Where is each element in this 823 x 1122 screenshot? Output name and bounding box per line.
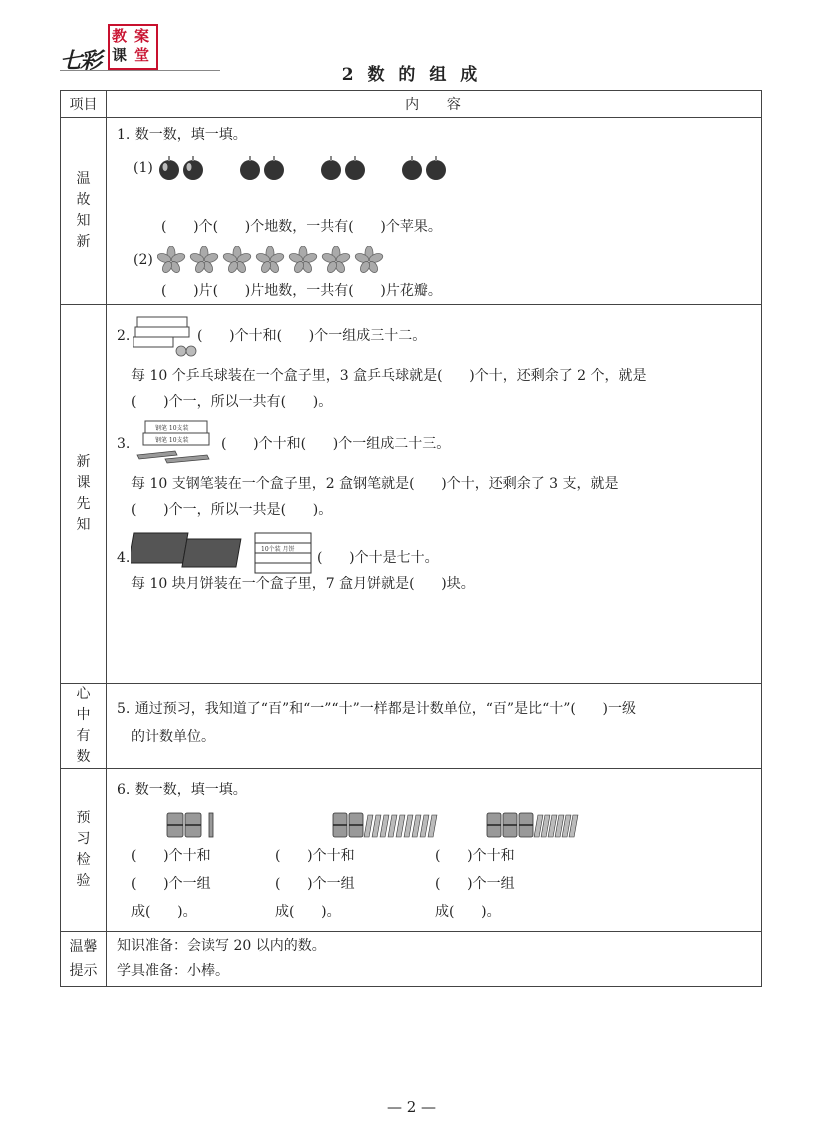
pen-box-label: 钢笔 10支装 (155, 425, 189, 432)
q4-text: ( )个十是七十。 (317, 550, 439, 566)
table-header-row (61, 91, 762, 118)
g1-line3: 成( )。 (131, 904, 197, 920)
q4-num: 4. (117, 550, 131, 566)
header-col-content: 内 容 (107, 91, 762, 118)
ping-pong-box-icon (133, 313, 197, 359)
q3-text: ( )个十和( )个一组成二十三。 (221, 436, 451, 452)
apple-icon (400, 154, 450, 182)
q1-1-prefix: (1) (133, 160, 153, 176)
logo-char: 堂 (134, 46, 150, 64)
stick-bundle-icon (485, 809, 581, 841)
section-review-content (107, 118, 762, 305)
q5-line1: 5. 通过预习，我知道了“百”和“一”“十”一样都是计数单位，“百”是比“十”( )一级 (117, 701, 637, 717)
q1-2-prefix: (2) (133, 252, 153, 268)
q1-1-text: ( )个( )个地数，一共有( )个苹果。 (161, 219, 442, 235)
section-tips (61, 932, 762, 987)
pen-box-label: 钢笔 10支装 (155, 437, 189, 444)
page-number: — 2 — (386, 1098, 437, 1116)
g3-line1: ( )个十和 (435, 848, 515, 864)
q2-num: 2. (117, 328, 131, 344)
q5-line2: 的计数单位。 (131, 729, 215, 745)
logo-char: 教 (112, 27, 128, 45)
section-label: 温故知新 (76, 171, 91, 250)
q3-line1: 每 10 支钢笔装在一个盒子里，2 盒钢笔就是( )个十，还剩余了 3 支，就是 (131, 476, 619, 492)
g2-line1: ( )个十和 (275, 848, 355, 864)
section-check (61, 769, 762, 932)
apple-icon (238, 154, 288, 182)
page-title: 2 数 的 组 成 (341, 65, 482, 85)
tips-line2: 学具准备：小棒。 (117, 963, 229, 979)
section-label: 预习检验 (76, 810, 91, 889)
apple-icon (319, 154, 369, 182)
logo-brand: 七彩 (60, 48, 101, 74)
section-review (61, 118, 762, 305)
q1-1-row (133, 154, 450, 182)
logo-char: 案 (134, 27, 150, 45)
cake-box-label: 10个装 月饼 (261, 546, 295, 553)
section-preview-content (107, 305, 762, 684)
g1-line1: ( )个十和 (131, 848, 211, 864)
section-label: 新课先知 (76, 454, 91, 533)
q2-line2: ( )个一，所以一共有( )。 (131, 394, 333, 410)
stick-bundle-icon (165, 809, 225, 841)
mooncake-box-icon (131, 527, 331, 577)
flower-icon (157, 246, 387, 274)
q1-2-row (133, 246, 387, 274)
section-check-content (107, 769, 762, 932)
header-col-item: 项目 (61, 91, 107, 118)
stick-bundle-icon (331, 809, 441, 841)
q2-text: ( )个十和( )个一组成三十二。 (197, 328, 427, 344)
q3-num: 3. (117, 436, 131, 452)
g3-line2: ( )个一组 (435, 876, 515, 892)
logo-char: 课 (112, 46, 128, 64)
q1-title: 1. 数一数，填一填。 (117, 127, 247, 143)
q4-line1: 每 10 块月饼装在一个盒子里，7 盒月饼就是( )块。 (131, 576, 475, 592)
q2-line1: 每 10 个乒乓球装在一个盒子里，3 盒乒乓球就是( )个十，还剩余了 2 个，就是 (131, 368, 647, 384)
section-label: 心中有数 (76, 686, 91, 765)
g2-line2: ( )个一组 (275, 876, 355, 892)
section-preview (61, 305, 762, 684)
tips-line1: 知识准备：会读写 20 以内的数。 (117, 938, 326, 954)
worksheet-table (60, 90, 762, 987)
apple-icon (157, 154, 207, 182)
g1-line2: ( )个一组 (131, 876, 211, 892)
q6-title: 6. 数一数，填一填。 (117, 782, 247, 798)
section-tips-content (107, 932, 762, 987)
q3-line2: ( )个一，所以一共是( )。 (131, 502, 333, 518)
section-mind (61, 684, 762, 769)
pen-box-icon (135, 419, 217, 467)
q1-2-text: ( )片( )片地数，一共有( )片花瓣。 (161, 283, 442, 299)
g2-line3: 成( )。 (275, 904, 341, 920)
apple-group (157, 160, 211, 176)
section-mind-content (107, 684, 762, 769)
g3-line3: 成( )。 (435, 904, 501, 920)
section-label: 温馨提示 (69, 939, 98, 979)
